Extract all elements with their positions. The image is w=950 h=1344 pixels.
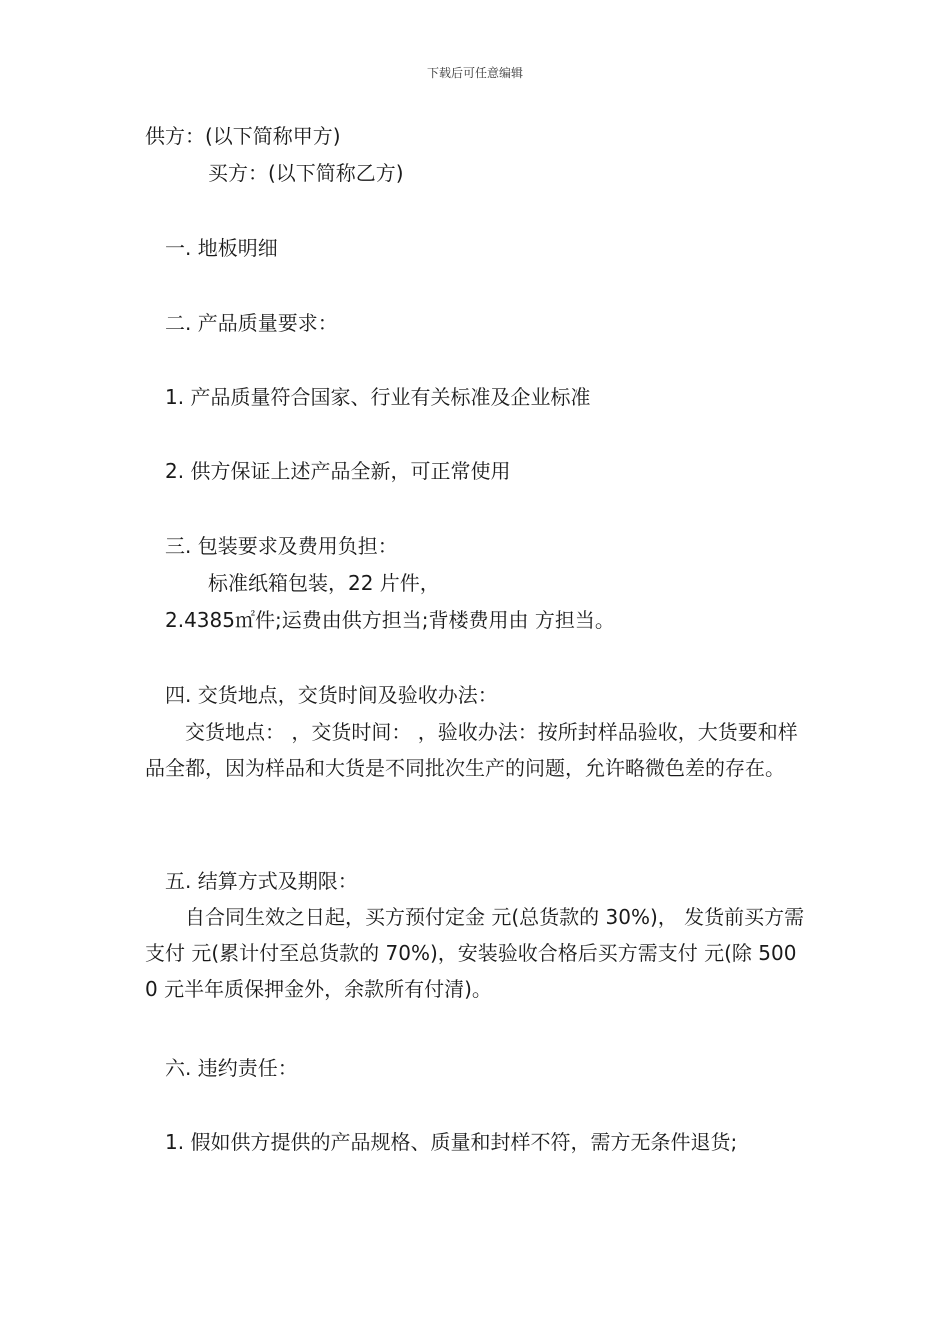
section-5-body: 自合同生效之日起，买方预付定金 元(总货款的 30%)， 发货前买方需支付 元(累计付至总货款的 70%)，安装验收合格后买方需支付 元(除 5000 元半年质保押金外，余款所有付清)。: [145, 905, 805, 1001]
section-2-item-1: 1. 产品质量符合国家、行业有关标准及企业标准: [165, 385, 591, 409]
section-6-item-1: 1. 假如供方提供的产品规格、质量和封样不符，需方无条件退货;: [165, 1130, 738, 1154]
section-4-body: 交货地点： ，交货时间： ，验收办法：按所封样品验收，大货要和样品全都，因为样品和大货是不同批次生产的问题，允许略微色差的存在。: [145, 720, 798, 780]
section-6-title: 六. 违约责任：: [165, 1056, 298, 1080]
section-3-title: 三. 包装要求及费用负担：: [165, 534, 398, 558]
supplier-line: 供方：(以下简称甲方): [145, 124, 341, 148]
section-1-title: 一. 地板明细: [165, 236, 278, 260]
header-note: 下载后可任意编辑: [426, 66, 523, 80]
section-3-line-1: 标准纸箱包装，22 片件，: [208, 571, 440, 595]
section-2-item-2: 2. 供方保证上述产品全新，可正常使用: [165, 459, 511, 483]
section-3-line-2: 2.4385㎡件;运费由供方担当;背楼费用由 方担当。: [165, 608, 615, 632]
section-4-title: 四. 交货地点，交货时间及验收办法：: [165, 683, 498, 707]
section-5-title: 五. 结算方式及期限：: [165, 869, 358, 893]
buyer-line: 买方：(以下简称乙方): [208, 161, 404, 185]
section-2-title: 二. 产品质量要求：: [165, 311, 338, 335]
